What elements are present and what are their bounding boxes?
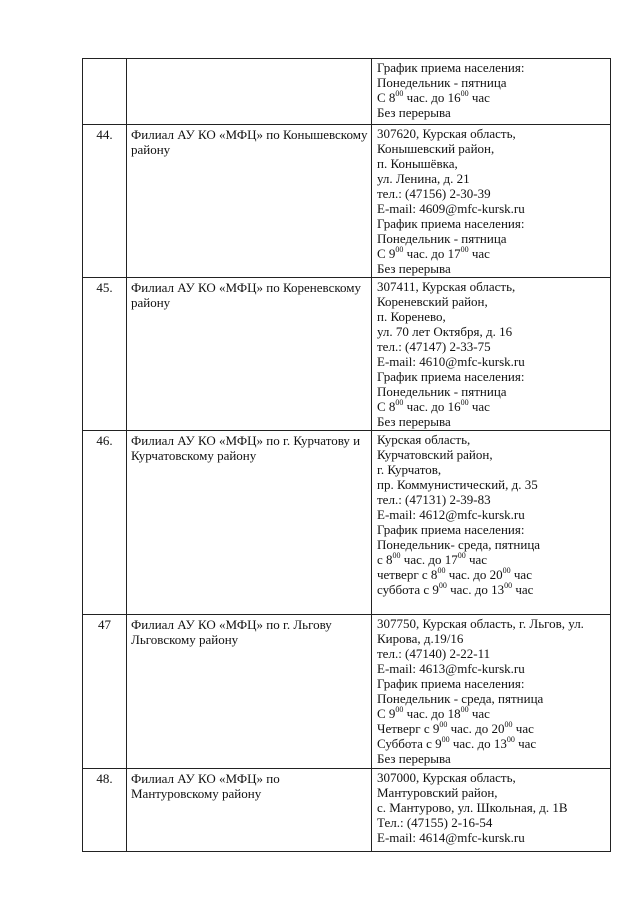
schedule-text: час bbox=[512, 721, 534, 736]
table-row bbox=[83, 769, 611, 852]
schedule-line bbox=[377, 246, 607, 261]
schedule-text: час bbox=[512, 582, 534, 597]
schedule-minutes: 00 bbox=[439, 720, 448, 729]
contact-line: График приема населения: bbox=[377, 216, 525, 231]
schedule-text: час bbox=[514, 736, 537, 751]
schedule-text: час. до 16 bbox=[403, 90, 461, 105]
contact-line: тел.: (47131) 2-39-83 bbox=[377, 492, 491, 507]
schedule-text: час. до 18 bbox=[403, 706, 461, 721]
branch-name: Филиал АУ КО «МФЦ» по Конышевскому району bbox=[127, 125, 372, 278]
table-row bbox=[83, 278, 611, 431]
contact-line: Конышевский район, bbox=[377, 141, 495, 156]
schedule-line bbox=[377, 721, 607, 736]
table-body bbox=[83, 59, 611, 852]
schedule-minutes: 00 bbox=[504, 581, 513, 590]
contact-line: 307000, Курская область, bbox=[377, 770, 516, 785]
schedule-minutes: 00 bbox=[395, 398, 404, 407]
contact-line: Тел.: (47155) 2-16-54 bbox=[377, 815, 493, 830]
branch-name bbox=[127, 59, 372, 125]
schedule-line bbox=[377, 399, 607, 414]
schedule-minutes: 00 bbox=[506, 735, 515, 744]
schedule-minutes: 00 bbox=[457, 551, 466, 560]
schedule-line bbox=[377, 582, 607, 597]
contact-line: E-mail: 4610@mfc-kursk.ru bbox=[377, 354, 525, 369]
branch-table bbox=[82, 58, 611, 852]
contact-line: 307750, Курская область, г. Льгов, ул. Кирова, д.19/16 bbox=[377, 616, 584, 646]
contact-line: E-mail: 4614@mfc-kursk.ru bbox=[377, 830, 525, 845]
schedule-line bbox=[377, 706, 607, 721]
contact-line: пр. Коммунистический, д. 35 bbox=[377, 477, 538, 492]
schedule-text: час bbox=[465, 552, 488, 567]
schedule-text: час. до 13 bbox=[449, 736, 507, 751]
schedule-minutes: 00 bbox=[460, 245, 469, 254]
break-note: Без перерыва bbox=[377, 105, 451, 120]
schedule-minutes: 00 bbox=[504, 720, 513, 729]
contact-line: тел.: (47140) 2-22-11 bbox=[377, 646, 491, 661]
schedule-minutes: 00 bbox=[460, 89, 469, 98]
contact-line: Курчатовский район, bbox=[377, 447, 493, 462]
contact-line: Мантуровский район, bbox=[377, 785, 498, 800]
schedule-text: час bbox=[468, 246, 490, 261]
schedule-text: час. до 20 bbox=[445, 567, 503, 582]
schedule-minutes: 00 bbox=[502, 566, 511, 575]
schedule-text: час bbox=[468, 90, 490, 105]
contact-line: Понедельник- среда, пятница bbox=[377, 537, 541, 552]
contact-line: Понедельник - пятница bbox=[377, 384, 507, 399]
branch-contacts bbox=[372, 59, 611, 125]
schedule-text: суббота с 9 bbox=[377, 582, 439, 597]
contact-line: График приема населения: bbox=[377, 369, 525, 384]
contact-line: Кореневский район, bbox=[377, 294, 488, 309]
break-note: Без перерыва bbox=[377, 414, 451, 429]
schedule-text: час. до 16 bbox=[403, 399, 461, 414]
table-row bbox=[83, 431, 611, 615]
schedule-minutes: 00 bbox=[395, 245, 404, 254]
contact-line: Понедельник - пятница bbox=[377, 75, 507, 90]
branch-name: Филиал АУ КО «МФЦ» по Мантуровскому району bbox=[127, 769, 372, 852]
schedule-line bbox=[377, 90, 607, 105]
schedule-text: Суббота с 9 bbox=[377, 736, 442, 751]
contact-line: Понедельник - среда, пятница bbox=[377, 691, 544, 706]
schedule-text: час bbox=[468, 399, 490, 414]
schedule-text: час. до 17 bbox=[400, 552, 458, 567]
branch-name: Филиал АУ КО «МФЦ» по г. Льгову Льговскому району bbox=[127, 615, 372, 769]
row-number: 48. bbox=[83, 769, 127, 852]
schedule-line bbox=[377, 736, 607, 751]
schedule-text: час. до 13 bbox=[446, 582, 505, 597]
schedule-text: четверг с 8 bbox=[377, 567, 438, 582]
contact-line: График приема населения: bbox=[377, 522, 525, 537]
schedule-text: час. до 17 bbox=[403, 246, 461, 261]
schedule-minutes: 00 bbox=[395, 705, 404, 714]
schedule-minutes: 00 bbox=[392, 551, 401, 560]
row-number bbox=[83, 59, 127, 125]
break-note: Без перерыва bbox=[377, 261, 451, 276]
table-row bbox=[83, 59, 611, 125]
row-number: 46. bbox=[83, 431, 127, 615]
table-row bbox=[83, 615, 611, 769]
schedule-text: час. до 20 bbox=[447, 721, 505, 736]
contact-line: ул. 70 лет Октября, д. 16 bbox=[377, 324, 513, 339]
schedule-line bbox=[377, 567, 607, 582]
branch-contacts bbox=[372, 125, 611, 278]
contact-line: E-mail: 4613@mfc-kursk.ru bbox=[377, 661, 525, 676]
branch-contacts bbox=[372, 769, 611, 852]
contact-line: п. Конышёвка, bbox=[377, 156, 458, 171]
contact-line: Курская область, bbox=[377, 432, 471, 447]
contact-line: ул. Ленина, д. 21 bbox=[377, 171, 470, 186]
contact-line: 307411, Курская область, bbox=[377, 279, 516, 294]
break-note: Без перерыва bbox=[377, 751, 451, 766]
table-row bbox=[83, 125, 611, 278]
schedule-text: час bbox=[468, 706, 490, 721]
contact-line: График приема населения: bbox=[377, 676, 525, 691]
branch-contacts bbox=[372, 278, 611, 431]
row-number: 44. bbox=[83, 125, 127, 278]
schedule-text: С 9 bbox=[377, 706, 396, 721]
schedule-text: С 9 bbox=[377, 246, 396, 261]
contact-line: E-mail: 4609@mfc-kursk.ru bbox=[377, 201, 525, 216]
schedule-minutes: 00 bbox=[460, 398, 469, 407]
schedule-minutes: 00 bbox=[395, 89, 404, 98]
contact-line: с. Мантурово, ул. Школьная, д. 1В bbox=[377, 800, 568, 815]
contact-line: График приема населения: bbox=[377, 60, 525, 75]
schedule-minutes: 00 bbox=[441, 735, 450, 744]
contact-line: E-mail: 4612@mfc-kursk.ru bbox=[377, 507, 525, 522]
contact-line: Понедельник - пятница bbox=[377, 231, 507, 246]
schedule-minutes: 00 bbox=[460, 705, 469, 714]
contact-line: п. Коренево, bbox=[377, 309, 446, 324]
schedule-text: С 8 bbox=[377, 399, 396, 414]
schedule-text: час bbox=[510, 567, 532, 582]
schedule-text: С 8 bbox=[377, 90, 396, 105]
contact-line: г. Курчатов, bbox=[377, 462, 442, 477]
schedule-minutes: 00 bbox=[437, 566, 446, 575]
branch-name: Филиал АУ КО «МФЦ» по Кореневскому району bbox=[127, 278, 372, 431]
contact-line: тел.: (47156) 2-30-39 bbox=[377, 186, 491, 201]
schedule-text: с 8 bbox=[377, 552, 393, 567]
contact-line: 307620, Курская область, bbox=[377, 126, 516, 141]
branch-contacts bbox=[372, 431, 611, 615]
row-number: 45. bbox=[83, 278, 127, 431]
contact-line: тел.: (47147) 2-33-75 bbox=[377, 339, 491, 354]
schedule-line bbox=[377, 552, 607, 567]
branch-contacts bbox=[372, 615, 611, 769]
branch-name: Филиал АУ КО «МФЦ» по г. Курчатову и Курчатовскому району bbox=[127, 431, 372, 615]
row-number: 47 bbox=[83, 615, 127, 769]
schedule-minutes: 00 bbox=[438, 581, 447, 590]
schedule-text: Четверг с 9 bbox=[377, 721, 440, 736]
